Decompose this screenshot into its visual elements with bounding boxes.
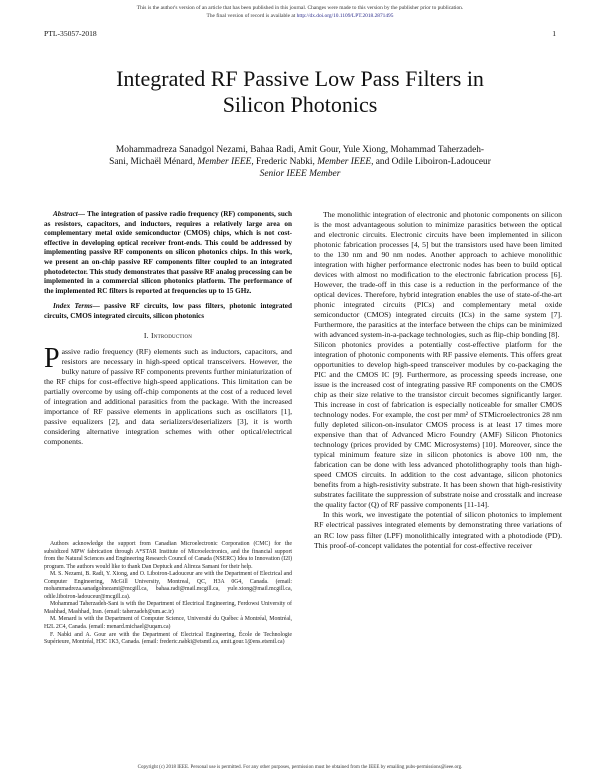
footnote-affiliation-uqam: M. Menard is with the Department of Computer Science, Université du Québec à Montréal, Montréal, H2L 2C4, Canada. (email: menard.michael@uqam.ca) [44, 616, 292, 631]
abstract-text: — The integration of passive radio frequency (RF) components, such as resistors, capacitors, and inductors, requires a relatively large area on complementary metal oxide semiconductor (CMOS) chips, which is not cost-effective in developing optical receiver front-ends. This could be addressed by implementing passive RF components on silicon photonics chips. In this work, we present an on-chip passive RF components filter coupled to an integrated photodetector. This study demonstrates that passive RF analog processing can be implemented in a commercial silicon photonics platform. The performance of the implemented RC filters is reported at frequencies up to 15 GHz. [44, 210, 292, 295]
right-column [314, 210, 562, 551]
footnote-affiliation-ets: F. Nabki and A. Gour are with the Department of Electrical Engineering, École de Technologie Supérieure, Montréal, H3C 1K3, Canada. (email: frederic.nabki@etsmtl.ca, amit.gour.1@ens.etsmtl.ca) [44, 631, 292, 646]
page-number: 1 [552, 29, 556, 38]
banner-line-2-text: The final version of record is available at [206, 13, 296, 19]
preprint-banner [0, 4, 600, 20]
running-header [44, 29, 556, 39]
authors-line-1: Mohammadreza Sanadgol Nezami, Bahaa Radi, Amit Gour, Yule Xiong, Mohammad Taherzadeh- [115, 145, 485, 155]
paper-title [0, 66, 600, 118]
title-line-1: Integrated RF Passive Low Pass Filters in [116, 66, 484, 91]
right-paragraph-1: The monolithic integration of electronic and photonic components on silicon is the most advantageous solution to minimize parasitics between the optical and electronic circuits. Electronic circuits have been implemented in silicon photonic fabrication processes [4, 5] but the transistors used have been limited to the 130 nm and 90 nm nodes. Another approach to achieve monolithic integration with higher performance electronic nodes has been to build optical devices with almost no modification to the electronic fabrication process [6]. However, the trade-off in this case is a reduction in the performance of the optical devices. Therefore, hybrid integration enables the use of state-of-the-art phonic integrated circuits (PICs) and complementary metal oxide semiconductor (CMOS) integrated circuits (ICs) in the same system [7]. Furthermore, the parasitics at the interface between the chips can be minimized with advanced system-in-a-package technologies, such as flip-chip bonding [8]. [314, 210, 562, 340]
intro-paragraph-1-text: assive radio frequency (RF) elements such as inductors, capacitors, and resistors are necessary in high-speed optical transceivers. However, the bulky nature of passive RF components prevents further miniaturization of the RF chips for cost-effective high-speed applications. This limitation can be partially overcome by using off-chip components at the cost of a reduced level of integration and additional parasitics from the package. With the increased importance of RF passive elements in applications such as oscillators [1], passive equalizers [2], and data serializers/deserializers [3], it is worth considering alternative integration schemes with other optical/electrical components. [44, 346, 292, 446]
right-paragraph-3: In this work, we investigate the potential of silicon photonics to implement RF electrical passives integrated elements by demonstrating three variations of an RC low pass filter (LPF) monolithically integrated with a photodiode (PD). This proof-of-concept validates the potential for cost-effective receiver [314, 510, 562, 550]
authors-line-2: Sani, Michaël Ménard, Member IEEE, Frederic Nabki, Member IEEE, and Odile Liboiron-Ladouceur [109, 157, 491, 167]
section-title: Introduction [151, 330, 193, 340]
right-paragraph-2: Silicon photonics provides a potentially cost-effective platform for the integration of photonic components with RF passive elements. This offers great opportunities to develop high-speed transceiver modules by co-packaging the PIC and the CMOS IC [9]. Furthermore, as processing speeds increase, one issue is the increased cost of integrating passive RF components on the CMOS chip as their size relative to the transistor circuit becomes significantly larger. This increase in cost of fabrication is especially noticeable for smaller CMOS technology nodes. For example, the cost per mm² of STMicroelectronics 28 nm fully depleted silicon-on-insulator CMOS process is at least 17 times more expensive than that of Advanced Micro Foundry (AMF) Silicon Photonics technology (prices provided by CMC Microsystems) [10]. Moreover, since the typical minimum feature size in silicon photonics is above 100 nm, the fabrication can be done with less advanced photolithography tools than high-speed CMOS circuits. In addition to the cost advantage, silicon photonics benefits from a high-resistivity substrate. It has been shown that high-resistivity substrates facilitate the suppression of substrate noise and crosstalk and increase the quality factor (Q) of RF passive components [11-14]. [314, 340, 562, 510]
author-list [52, 144, 548, 180]
index-terms-text: — passive RF circuits, low pass filters, photonic integrated circuits, CMOS integrated circuits, silicon photonics [44, 302, 292, 320]
drop-cap: P [44, 342, 60, 374]
abstract-label: Abstract [53, 210, 78, 218]
footnote-affiliation-ferdowsi: Mohammad Taherzadeh-Sani is with the Department of Electrical Engineering, Ferdowsi University of Mashhad, Mashhad, Iran. (email: taherzadeh@um.ac.ir) [44, 601, 292, 615]
intro-paragraph-1 [44, 342, 292, 447]
title-line-2: Silicon Photonics [222, 92, 378, 117]
index-terms [44, 302, 292, 321]
doi-link[interactable]: http://dx.doi.org/10.1109/LPT.2018.2871495 [296, 13, 394, 19]
abstract [44, 210, 292, 296]
section-number: I. [143, 330, 149, 340]
footnote-acknowledgment: Authors acknowledge the support from Canadian Microelectronic Corporation (CMC) for the subsidized MPW fabrication through A*STAR Institute of Microelectronics, and the financial support from the Natural Sciences and Engineering Research Council of Canada (NSERC) Idea to Innovation (I2I) program. The authors would like to thank Dan Deptuck and Alireza Samani for their help. [44, 541, 292, 570]
banner-line-1: This is the author's version of an article that has been published in this journal. Changes were made to this version by the publisher prior to publication. [136, 5, 464, 11]
banner-line-2 [0, 12, 600, 20]
footnote-affiliation-mcgill: M. S. Nezami, B. Radi, Y. Xiong, and O. Liboiron-Ladouceur are with the Department of Electrical and Computer Engineering, McGill University, Montreal, QC, H3A 0G4, Canada. (email: mohammadreza.sanadgolnezami@mcgill.ca, bahaa.radi@mail.mcgill.ca, yule.xiong@mail.mcgill.ca, odile.liboiron-ladouceur@mcgill.ca). [44, 571, 292, 600]
manuscript-id: PTL-35057-2018 [44, 29, 97, 38]
copyright-footer: Copyright (c) 2018 IEEE. Personal use is permitted. For any other purposes, permission must be obtained from the IEEE by emailing pubs-permissions@ieee.org. [137, 765, 463, 770]
left-column [44, 210, 292, 447]
index-terms-label: Index Terms [53, 302, 93, 311]
footnotes [44, 541, 292, 647]
authors-line-3: Senior IEEE Member [259, 169, 341, 179]
section-heading-introduction [44, 331, 292, 341]
